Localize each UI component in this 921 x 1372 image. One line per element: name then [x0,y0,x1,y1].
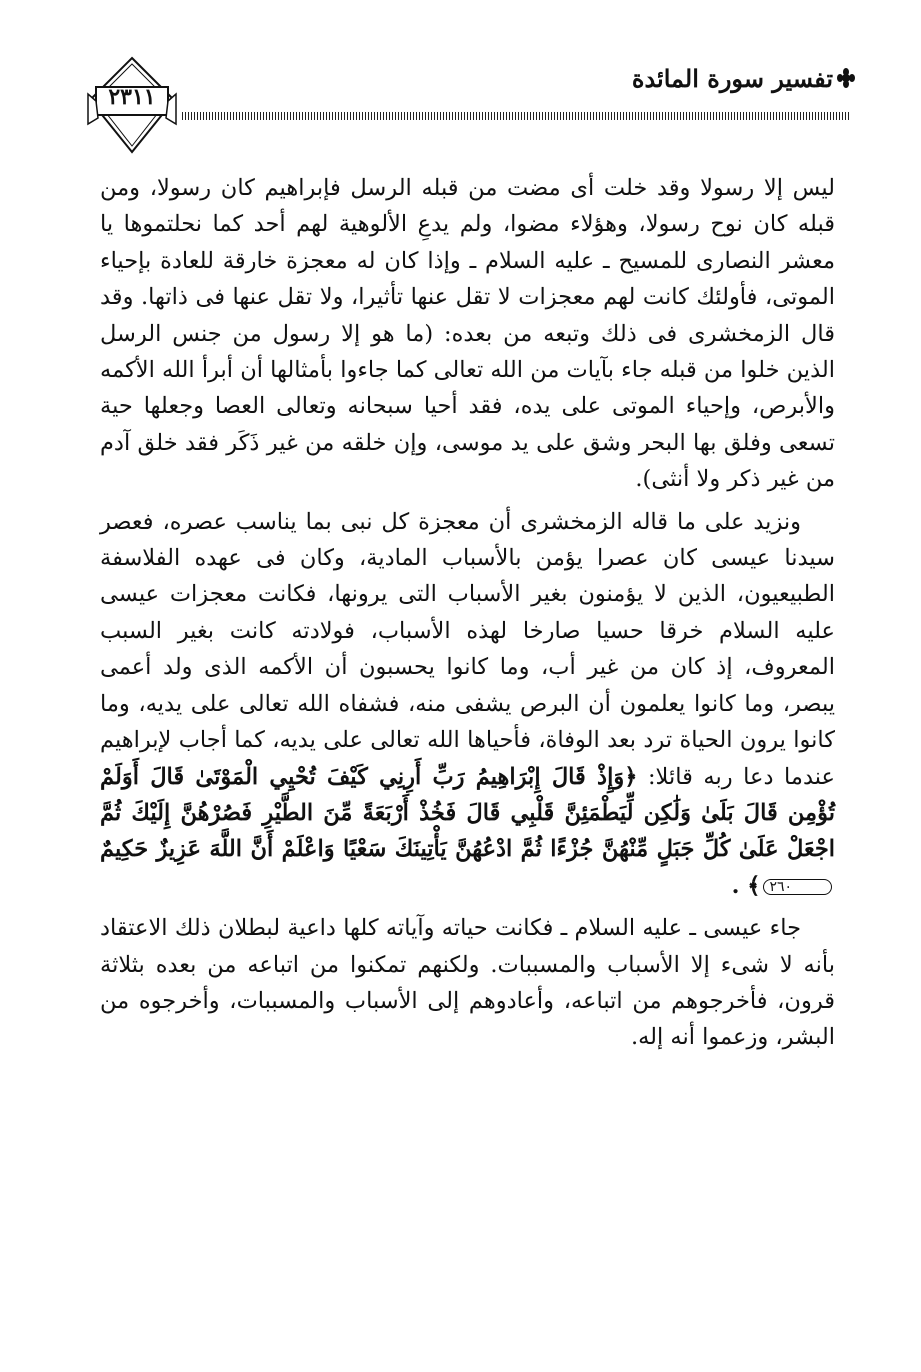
quran-close-bracket: ﴾ . [731,872,761,899]
quran-open-bracket: ﴿ [624,763,638,790]
body-text [100,170,835,1056]
ayah-number: ٢٦٠ [763,879,832,895]
paragraph-3: جاء عيسى ـ عليه السلام ـ فكانت حياته وآياته كلها داعية لبطلان ذلك الاعتقاد بأنه لا شىء إلا الأسباب والمسببات. ولكنهم تمكنوا من اتباعه من بعده بثلاثة قرون، فأخرجوهم من اتباعه، وأعادوهم إلى الأسباب والمسببات، وأخرجوه من البشر، وزعموا أنه إله. [100,915,835,1051]
flower-ornament-icon [837,68,855,88]
paragraph-2-text: ونزيد على ما قاله الزمخشرى أن معجزة كل نبى بما يناسب عصره، فعصر سيدنا عيسى كان عصرا يؤمن بالأسباب المادية، وكان فى عهده الفلاسفة الطبيعيون، الذين لا يؤمنون بغير الأسباب التى يرونها، فكانت معجزات عيسى عليه السلام خرقا حسيا صارخا لهذه الأسباب، فولادته كانت بغير السبب المعروف، إذ كان من غير أب، وما كانوا يحسبون أن الأكمه الذى ولد أعمى يبصر، وما كانوا يعلمون أن البرص يشفى منه، فشفاه الله تعالى على يديه، وما كانوا يرون الحياة ترد بعد الوفاة، فأحياها الله تعالى على يديه، كما أجاب لإبراهيم عندما دعا ربه قائلا: [100,508,835,790]
paragraph-1: ليس إلا رسولا وقد خلت أى مضت من قبله الرسل فإبراهيم كان رسولا، ومن قبله كان نوح رسولا، وهؤلاء مضوا، ولم يدعِ الألوهية لهم أحد كما نحلتموها يا معشر النصارى للمسيح ـ عليه السلام ـ وإذا كان له معجزة خارقة للعادة بإحياء الموتى، فأولئك كانت لهم معجزات لا تقل عنها تأثيرا، ولا تقل عنها فى ذاتها. وقد قال الزمخشرى فى ذلك وتبعه من بعده: (ما هو إلا رسول من جنس الرسل الذين خلوا من قبله جاء بآيات من الله تعالى كما جاءوا بأمثالها أن أبرأ الله الأكمه والأبرص، وإحياء الموتى على يده، فقد أحيا سبحانه وتعالى العصا وجعلها حية تسعى وفلق بها البحر وشق على يد موسى، وإن خلقه من غير ذَكَر فقد خلق آدم من غير ذكر ولا أنثى). [100,175,835,493]
quran-verse: وَإِذْ قَالَ إِبْرَاهِيمُ رَبِّ أَرِنِي كَيْفَ تُحْيِي الْمَوْتَىٰ قَالَ أَوَلَمْ تُؤْمِن قَالَ بَلَىٰ وَلَٰكِن لِّيَطْمَئِنَّ قَلْبِي قَالَ فَخُذْ أَرْبَعَةً مِّنَ الطَّيْرِ فَصُرْهُنَّ إِلَيْكَ ثُمَّ اجْعَلْ عَلَىٰ كُلِّ جَبَلٍ مِّنْهُنَّ جُزْءًا ثُمَّ ادْعُهُنَّ يَأْتِينَكَ سَعْيًا وَاعْلَمْ أَنَّ اللَّهَ عَزِيزٌ حَكِيمٌ [100,763,835,863]
page-number: ٢٣١١ [108,84,156,110]
running-title: تفسير سورة المائدة [631,64,833,93]
paragraph-2 [100,504,835,904]
header-rule [182,112,851,120]
page-header [0,0,921,170]
